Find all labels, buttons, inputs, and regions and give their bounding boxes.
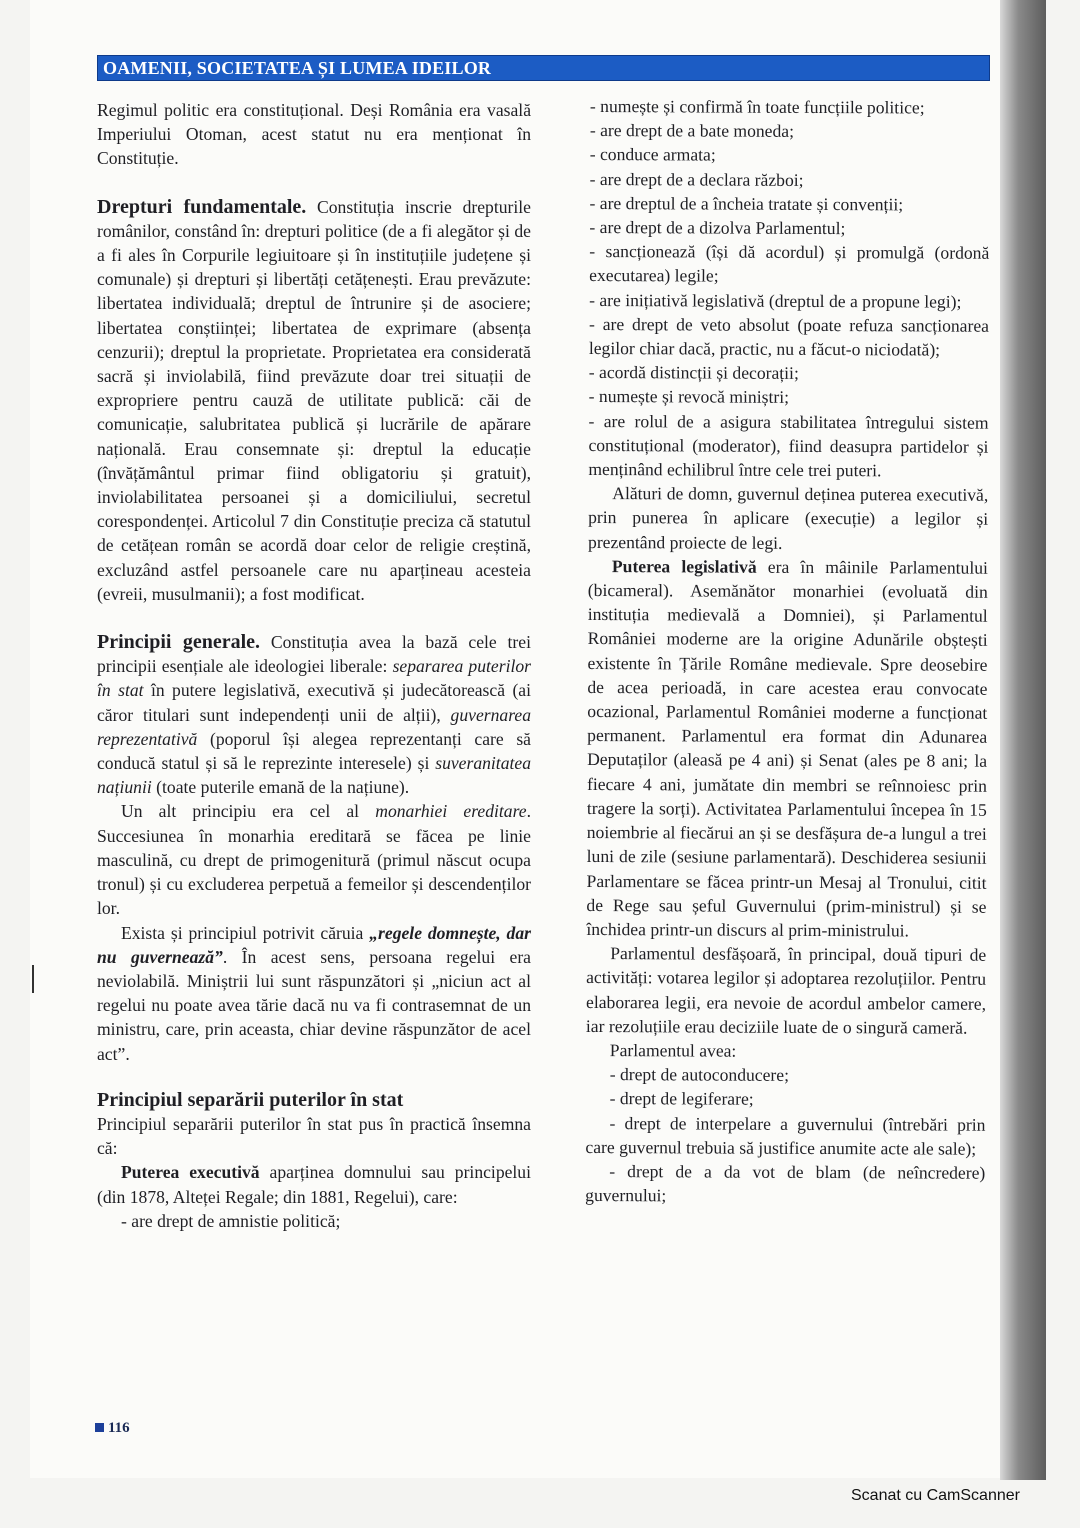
text-segment: Exista și principiul potrivit căruia xyxy=(121,922,370,943)
paragraph xyxy=(585,1159,985,1209)
text-segment: - sancționează (își dă acordul) și promulgă (ordonă executarea) legile; xyxy=(589,241,990,286)
text-segment: separarea puterilor în stat xyxy=(97,656,531,701)
paragraph xyxy=(586,1062,986,1088)
text-segment: Parlamentul avea: xyxy=(609,1040,737,1061)
paragraph xyxy=(97,1088,531,1112)
paragraph xyxy=(97,1112,531,1160)
right-text-column xyxy=(585,94,990,1209)
text-segment: - are drept de a declara război; xyxy=(589,168,804,190)
paragraph xyxy=(589,384,989,410)
text-segment: - are drept de amnistie politică; xyxy=(121,1210,341,1231)
paragraph xyxy=(97,1160,531,1208)
paragraph xyxy=(590,94,990,120)
paragraph xyxy=(589,360,989,386)
text-segment: (toate puterile emană de la națiune). xyxy=(151,777,410,798)
text-segment: Regimul politic era constituțional. Deși România era vasală Imperiului Otoman, acest statut nu era menționat în Constituție. xyxy=(97,100,531,169)
paragraph xyxy=(589,191,989,217)
text-segment: suveranitatea națiunii xyxy=(97,753,531,798)
pen-mark xyxy=(32,965,34,993)
section-heading: Drepturi fundamentale. xyxy=(97,195,307,218)
chapter-header-title: OAMENII, SOCIETATEA ȘI LUMEA IDEILOR xyxy=(103,58,492,78)
paragraph xyxy=(588,409,988,483)
paragraph xyxy=(97,799,531,920)
text-segment: - drept de interpelare a guvernului (întrebări prin care guvernul trebuia să justifice anumite acte ale sale); xyxy=(585,1112,986,1159)
text-segment: - are drept de a dizolva Parlamentul; xyxy=(589,217,846,239)
text-segment: Un alt principiu era cel al xyxy=(121,801,376,822)
scanner-watermark: Scanat cu CamScanner xyxy=(851,1487,1020,1504)
chapter-header-bar xyxy=(97,55,990,81)
text-segment: . Succesiunea în monarhia ereditară se făcea pe linie masculină, cu drept de primogenitură (primul născut ocupa tronul) și cu excluderea perpetuă a femeilor și descendenților lor. xyxy=(97,801,531,919)
text-segment: Puterea legislativă xyxy=(611,555,757,577)
text-segment: - drept de autoconducere; xyxy=(609,1064,790,1086)
paragraph xyxy=(97,98,531,171)
paragraph xyxy=(585,1111,985,1161)
paragraph xyxy=(589,215,989,241)
text-segment: Principiul separării puterilor în stat pus în practică însemna că: xyxy=(97,1113,531,1159)
text-segment: - drept de a da vot de blam (de neîncredere) guvernului; xyxy=(585,1161,986,1206)
text-segment: - are dreptul de a încheia tratate și convenții; xyxy=(589,192,904,215)
text-segment: - are drept de veto absolut (poate refuza sancționarea legilor chiar dacă, practic, nu a făcut-o niciodată); xyxy=(588,313,990,360)
section-heading: Principii generale. xyxy=(97,631,261,654)
paragraph xyxy=(590,142,990,168)
paragraph xyxy=(590,167,990,193)
paragraph xyxy=(589,288,989,314)
text-segment: - acordă distincții și decorații; xyxy=(588,362,799,384)
paragraph xyxy=(586,941,986,1040)
text-segment: aparținea domnului sau principelui (din 1878, Alteței Regale; din 1881, Regelui), care: xyxy=(97,1162,531,1207)
paragraph xyxy=(589,312,989,362)
page-number-square-icon xyxy=(95,1423,104,1432)
text-segment: Alături de domn, guvernul deținea puterea executivă, prin punerea în aplicare (execuție) a legilor și prezentând proiecte de legi. xyxy=(588,483,989,553)
text-segment: în putere legislativă, executivă și judecătorească (ai căror titulari sunt independenți unii de alții), xyxy=(97,680,531,725)
paragraph xyxy=(589,239,989,289)
paragraph xyxy=(590,118,990,144)
paragraph xyxy=(97,195,531,606)
page-number xyxy=(95,1420,130,1437)
paragraph xyxy=(97,630,531,799)
left-text-column xyxy=(97,98,531,1233)
text-segment: - numește și confirmă în toate funcțiile politice; xyxy=(589,95,925,118)
text-segment: Constituția avea la bază cele trei principii esențiale ale ideologiei liberale: xyxy=(97,632,531,677)
paragraph xyxy=(97,921,531,1066)
text-segment: - drept de legiferare; xyxy=(609,1088,754,1110)
text-segment: (poporul își alegea reprezentanți care să conducă statul și să le reprezinte interesele) și xyxy=(97,728,531,774)
text-segment: Parlamentul desfășoară, în principal, două tipuri de activități: votarea legilor și adoptarea rezoluțiilor. Pentru elaborarea legii, era nevoie de acordul ambelor camere, iar rezoluțiile erau deciziile luate de o singură cameră. xyxy=(585,943,987,1038)
page-number-text: 116 xyxy=(108,1420,130,1436)
text-segment: - are rolul de a asigura stabilitatea întregului sistem constituțional (moderator), fiind deasupra partidelor și menținând echilibrul între cele trei puteri. xyxy=(588,410,989,481)
paragraph xyxy=(586,554,988,943)
text-segment: Constituția inscrie drepturile românilor, constând în: drepturi politice (de a fi alegător și de a fi ales în Corpurile legiuitoare și în instituțiile județene și comunale) și drepturi și libertăți cetățenești. Erau prevăzute: libertatea individuală; dreptul de întrunire și de asociere; libertatea conștiinței; libertatea de exprimare (absența cenzurii); dreptul la proprietate. Proprietatea era considerată sacră și inviolabilă, fiind prevăzute doar trei situații de expropriere pentru cauză de utilitate publică: căi de comunicație, salubritatea publică și lucrările de apărare națională. Erau consemnate și: dreptul la educație (învățământul primar fiind obligatoriu și gratuit), inviolabilitatea persoanei și a domiciliului, secretul corespondenței. Articolul 7 din Constituție preciza că statutul de cetățean român se acordă doar celor de religie creștină, excluzând astfel persoanele care nu aparțineau acesteia (evreii, musulmanii); a fost modificat. xyxy=(97,196,531,604)
text-segment: era în mâinile Parlamentului (bicameral). Asemănător monarhiei (evoluată din instituția medievală a Domniei), și Parlamentul României moderne are la origine Adunările obștești existente în Țările Române medievale. Spre deosebire de acea perioadă, in care acestea erau convocate ocazional, Parlamentul României moderne a funcționat permanent. Parlamentul era format din Adunarea Deputaților (aleasă pe 4 ani) și Senat (ales pe 8 ani; la fiecare 4 ani, jumătate din membri se reînnoiesc prin tragere la sorți). Activitatea Parlamentului începea în 15 noiembrie al fiecărui an și se desfășura de-a lungul a trei luni de zile (sesiune parlamentară). Deschiderea sesiunii Parlamentare se făcea printr-un Mesaj al Tronului, citit de Rege sau șeful Guvernului (prim-ministrul) și se închidea printr-un discurs al prim-ministrului. xyxy=(586,556,988,941)
text-segment: monarhiei ereditare xyxy=(375,801,527,822)
text-segment: - conduce armata; xyxy=(589,144,716,165)
text-segment: Puterea executivă xyxy=(121,1162,260,1183)
text-segment: - numește și revocă miniștri; xyxy=(588,386,790,408)
text-segment: - are drept de a bate moneda; xyxy=(589,120,795,142)
paragraph xyxy=(586,1038,986,1064)
text-segment: - are inițiativă legislativă (dreptul de a propune legi); xyxy=(589,289,962,312)
paragraph xyxy=(586,1086,986,1112)
text-segment: „regele domnește, dar nu guvernează” xyxy=(97,922,531,967)
paragraph xyxy=(588,481,988,555)
paragraph xyxy=(97,1209,531,1233)
page-binding-shadow xyxy=(1000,0,1046,1480)
text-segment: Principiul separării puterilor în stat xyxy=(97,1088,404,1111)
text-segment: guvernarea reprezentativă xyxy=(97,704,531,749)
text-segment: . În acest sens, persoana regelui era neviolabilă. Miniștrii lui sunt răspunzători și „niciun act al regelui nu poate avea tărie dacă nu va fi contrasemnat de un ministru, care, prin aceasta, chiar devine răspunzător de acel act”. xyxy=(97,946,531,1064)
